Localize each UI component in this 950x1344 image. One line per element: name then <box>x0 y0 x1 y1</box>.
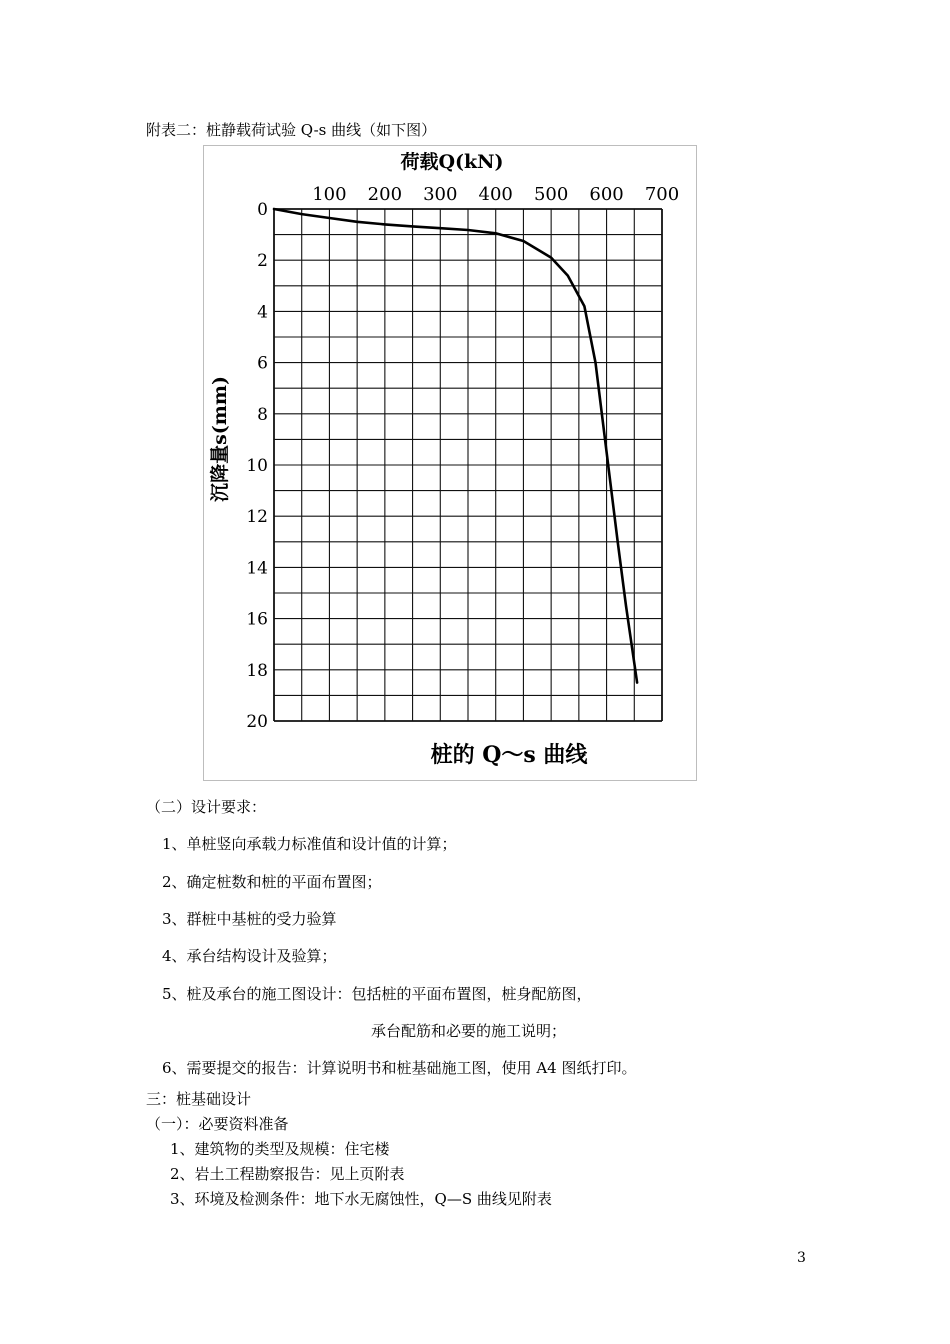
y-tick-label: 16 <box>246 609 268 630</box>
y-tick-label: 20 <box>246 712 268 732</box>
requirement-item: 6、需要提交的报告：计算说明书和桩基础施工图，使用 A4 图纸打印。 <box>162 1059 637 1077</box>
qs-chart <box>204 146 698 782</box>
y-axis-label: 沉降量s(mm) <box>209 376 231 502</box>
requirement-item: 4、承台结构设计及验算； <box>162 947 337 965</box>
y-tick-label: 2 <box>257 251 268 272</box>
x-tick-label: 600 <box>589 184 624 205</box>
x-tick-label: 100 <box>312 184 347 205</box>
requirement-item-continued: 承台配筋和必要的施工说明； <box>371 1022 567 1040</box>
section-three-item: 1、建筑物的类型及规模：住宅楼 <box>170 1140 390 1158</box>
figure-caption: 附表二：桩静载荷试验 Q-s 曲线（如下图） <box>146 121 437 139</box>
y-tick-label: 0 <box>257 200 268 220</box>
section-three-subheading: （一）：必要资料准备 <box>146 1115 289 1133</box>
y-tick-label: 18 <box>246 660 268 681</box>
section-three-heading: 三：桩基础设计 <box>146 1090 252 1108</box>
qs-curve-figure <box>203 145 697 781</box>
x-tick-label: 300 <box>423 184 458 205</box>
x-tick-label: 200 <box>367 184 403 205</box>
x-tick-label: 400 <box>478 184 513 205</box>
chart-series <box>274 209 637 683</box>
qs-curve-line <box>274 209 637 683</box>
chart-grid <box>274 209 662 721</box>
x-tick-label: 500 <box>533 184 569 205</box>
requirement-item: 3、群桩中基桩的受力验算 <box>162 910 337 928</box>
section-three-item: 3、环境及检测条件：地下水无腐蚀性，Q—S 曲线见附表 <box>170 1190 552 1208</box>
y-tick-label: 14 <box>246 558 268 579</box>
y-tick-label: 6 <box>257 353 268 374</box>
y-tick-label: 12 <box>246 507 268 528</box>
design-requirements-heading: （二）设计要求： <box>146 798 267 816</box>
chart-title: 桩的 Q～s 曲线 <box>430 742 588 768</box>
page-number: 3 <box>797 1250 806 1266</box>
x-axis-label: 荷载Q(kN) <box>400 151 504 173</box>
requirement-item: 5、桩及承台的施工图设计：包括桩的平面布置图，桩身配筋图， <box>162 985 592 1003</box>
x-tick-label: 700 <box>644 184 680 205</box>
requirement-item: 1、单桩竖向承载力标准值和设计值的计算； <box>162 835 457 853</box>
y-tick-label: 8 <box>257 404 268 425</box>
y-tick-label: 10 <box>246 456 268 476</box>
section-three-item: 2、岩土工程勘察报告：见上页附表 <box>170 1165 405 1183</box>
y-tick-label: 4 <box>257 302 268 323</box>
requirement-item: 2、确定桩数和桩的平面布置图； <box>162 873 382 891</box>
chart-ticks <box>246 184 679 732</box>
